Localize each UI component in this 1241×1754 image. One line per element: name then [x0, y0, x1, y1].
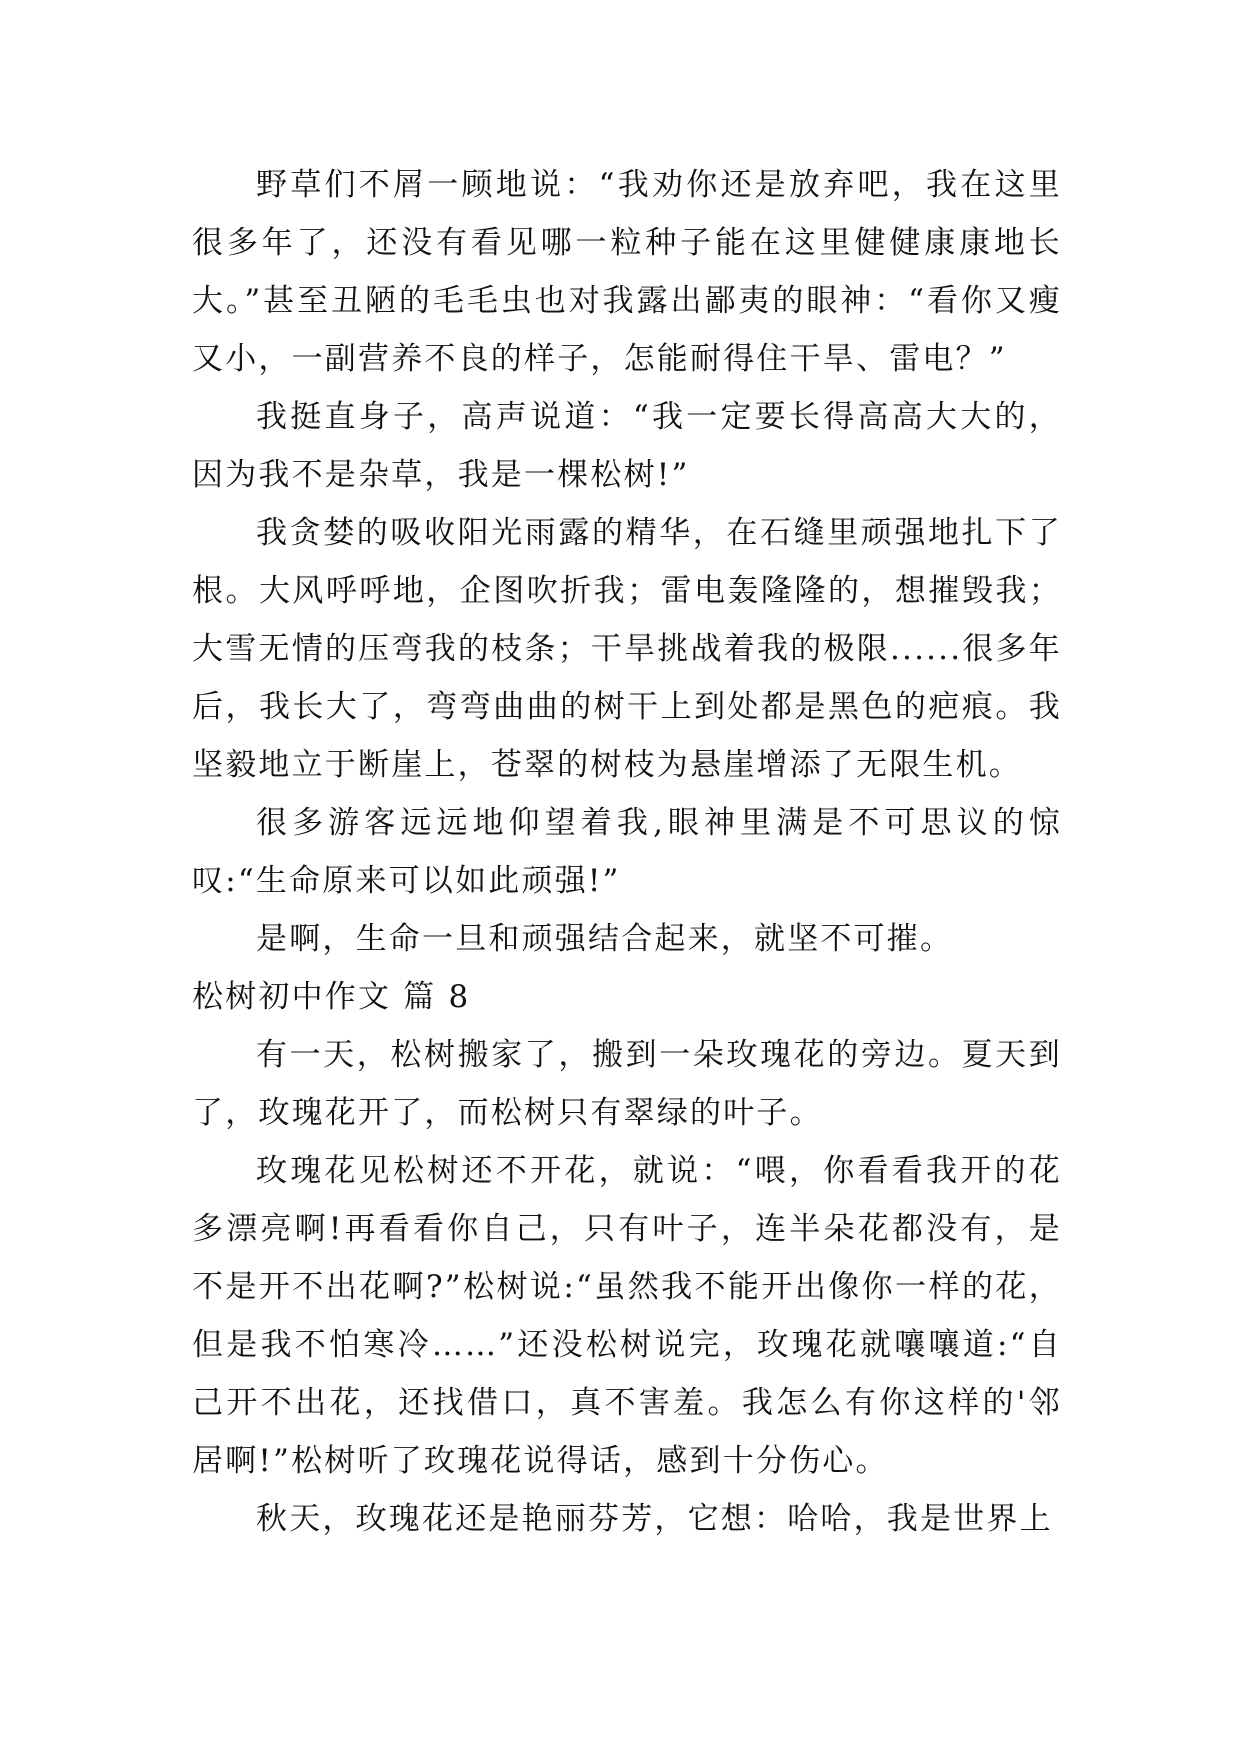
paragraph-autumn: 秋天，玫瑰花还是艳丽芬芳，它想：哈哈，我是世界上	[256, 1501, 1053, 1537]
paragraph-weeds-mock: 野草们不屑一顾地说：“我劝你还是放弃吧，我在这里很多年了，还没有看见哪一粒种子能在这里健健康康地长大。”甚至丑陋的毛毛虫也对我露出鄙夷的眼神：“看你又瘦又小，一副营养不良的样子，怎能耐得住干旱、雷电？”	[192, 167, 1062, 377]
paragraph-pine-declares: 我挺直身子，高声说道：“我一定要长得高高大大的，因为我不是杂草，我是一棵松树!”	[192, 399, 1062, 493]
section-heading: 松树初中作文 篇 8	[192, 979, 471, 1015]
paragraph-pine-grows: 我贪婪的吸收阳光雨露的精华，在石缝里顽强地扎下了根。大风呼呼地，企图吹折我；雷电轰隆隆的，想摧毁我；大雪无情的压弯我的枝条；干旱挑战着我的极限......很多年后，我长大了，弯弯曲曲的树干上到处都是黑色的疤痕。我坚毅地立于断崖上，苍翠的树枝为悬崖增添了无限生机。	[192, 515, 1062, 783]
paragraph-conclusion: 是啊，生命一旦和顽强结合起来，就坚不可摧。	[256, 921, 954, 957]
paragraph-pine-moves: 有一天，松树搬家了，搬到一朵玫瑰花的旁边。夏天到了，玫瑰花开了，而松树只有翠绿的叶子。	[192, 1037, 1062, 1131]
paragraph-rose-taunts: 玫瑰花见松树还不开花，就说：“喂，你看看我开的花多漂亮啊!再看看你自己，只有叶子，连半朵花都没有，是不是开不出花啊?”松树说:“虽然我不能开出像你一样的花，但是我不怕寒冷……”还没松树说完，玫瑰花就嚷嚷道:“自己开不出花，还找借口，真不害羞。我怎么有你这样的'邻居啊!”松树听了玫瑰花说得话，感到十分伤心。	[192, 1153, 1062, 1479]
document-page	[192, 156, 1062, 1548]
paragraph-tourists-admire: 很多游客远远地仰望着我,眼神里满是不可思议的惊叹:“生命原来可以如此顽强!”	[192, 805, 1062, 899]
